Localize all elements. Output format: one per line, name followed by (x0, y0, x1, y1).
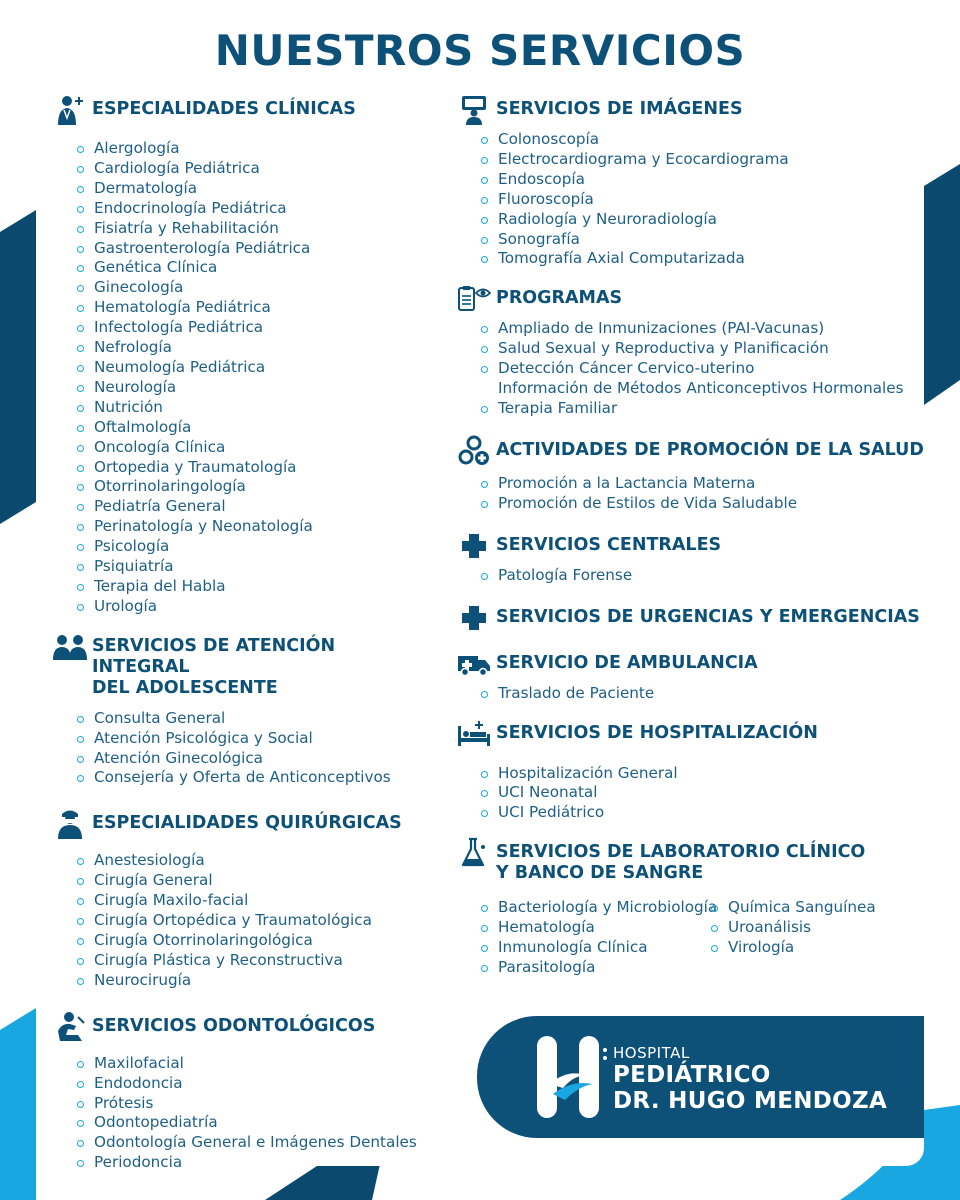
list-item-continuation: Información de Métodos Anticonceptivos Hormonales (498, 379, 904, 398)
list-item: Terapia del Habla (77, 577, 432, 597)
list-item: Uroanálisis (711, 918, 876, 938)
list-item: Consulta General (77, 709, 432, 729)
list-item: Nutrición (77, 398, 432, 418)
section-odontologicos (52, 1011, 432, 1173)
section-title: SERVICIOS DE URGENCIAS Y EMERGENCIAS (496, 606, 920, 627)
section-atencion-adolescente (52, 631, 432, 789)
health-promotion-icon (456, 435, 492, 467)
list-item: Cirugía Otorrinolaringológica (77, 931, 432, 951)
list-item: Prótesis (77, 1094, 432, 1114)
list-item: Bacteriología y Microbiología (481, 898, 711, 918)
list-item: Traslado de Paciente (481, 684, 926, 704)
list-item: Infectología Pediátrica (77, 318, 432, 338)
service-list (456, 399, 926, 419)
service-list (52, 709, 432, 789)
service-list (456, 898, 718, 978)
section-title: SERVICIOS DE HOSPITALIZACIÓN (496, 722, 818, 743)
clipboard-eye-icon (456, 283, 492, 315)
service-list (52, 851, 432, 990)
service-list (456, 764, 926, 824)
hospital-bed-icon (456, 718, 492, 750)
section-hospitalizacion (456, 718, 926, 824)
list-item: Gastroenterología Pediátrica (77, 239, 432, 259)
list-item: Genética Clínica (77, 258, 432, 278)
list-item: Ginecología (77, 278, 432, 298)
list-item: Promoción de Estilos de Vida Saludable (481, 494, 926, 514)
list-item: Consejería y Oferta de Anticonceptivos (77, 768, 432, 788)
list-item: Tomografía Axial Computarizada (481, 249, 926, 269)
medical-cross-icon (456, 530, 492, 562)
list-item: Nefrología (77, 338, 432, 358)
service-list (456, 684, 926, 704)
list-item: Sonografía (481, 230, 926, 250)
section-ambulancia (456, 648, 926, 704)
list-item: Endodoncia (77, 1074, 432, 1094)
section-urgencias (456, 602, 926, 634)
list-item: Urología (77, 597, 432, 617)
section-promocion-salud (456, 435, 926, 514)
list-item: Oftalmología (77, 418, 432, 438)
logo-line-1: PEDIÁTRICO (613, 1062, 771, 1088)
section-laboratorio (456, 837, 926, 978)
hospital-logo (477, 1016, 924, 1138)
people-icon (52, 631, 88, 663)
service-list (456, 566, 926, 586)
list-item: Cirugía Ortopédica y Traumatológica (77, 911, 432, 931)
list-item: Hematología Pediátrica (77, 298, 432, 318)
list-item: Alergología (77, 139, 432, 159)
section-title: ESPECIALIDADES CLÍNICAS (92, 99, 356, 119)
list-item: Otorrinolaringología (77, 477, 432, 497)
list-item: Maxilofacial (77, 1054, 432, 1074)
lab-lists (456, 892, 926, 978)
service-list (711, 898, 876, 978)
list-item: Fisiatría y Rehabilitación (77, 219, 432, 239)
section-programas (456, 283, 926, 419)
logo-line-2: DR. HUGO MENDOZA (613, 1088, 888, 1114)
section-imagenes (456, 94, 926, 269)
list-item: Oncología Clínica (77, 438, 432, 458)
list-item: Atención Ginecológica (77, 749, 432, 769)
list-item: Patología Forense (481, 566, 926, 586)
doctor-icon (52, 94, 88, 126)
list-item: Odontopediatría (77, 1113, 432, 1133)
list-item: Detección Cáncer Cervico-uterino (481, 359, 926, 379)
list-item: Pediatría General (77, 497, 432, 517)
section-servicios-centrales (456, 530, 926, 586)
section-title: PROGRAMAS (496, 288, 623, 309)
section-title: SERVICIOS DE LABORATORIO CLÍNICO Y BANCO DE SANGRE (496, 842, 866, 884)
list-item: Perinatología y Neonatología (77, 517, 432, 537)
list-item: UCI Neonatal (481, 783, 926, 803)
list-item: Hematología (481, 918, 711, 938)
list-item: Inmunología Clínica (481, 938, 711, 958)
ambulance-icon (456, 648, 492, 680)
flask-icon (456, 837, 492, 869)
page-title: NUESTROS SERVICIOS (214, 26, 746, 75)
service-list (456, 130, 926, 269)
surgeon-icon (52, 808, 88, 840)
section-especialidades-clinicas (52, 94, 432, 617)
list-item: Parasitología (481, 958, 711, 978)
list-item: Colonoscopía (481, 130, 926, 150)
list-item: Atención Psicológica y Social (77, 729, 432, 749)
list-item: Dermatología (77, 179, 432, 199)
list-item: Psicología (77, 537, 432, 557)
list-item: Endocrinología Pediátrica (77, 199, 432, 219)
medical-cross-icon (456, 602, 492, 634)
section-title: SERVICIOS DE ATENCIÓN INTEGRAL DEL ADOLESCENTE (92, 635, 336, 698)
section-especialidades-quirurgicas (52, 808, 432, 990)
list-item: Química Sanguínea (711, 898, 876, 918)
list-item: Endoscopía (481, 170, 926, 190)
list-item: Neurología (77, 378, 432, 398)
list-item: UCI Pediátrico (481, 803, 926, 823)
list-item: Fluoroscopía (481, 190, 926, 210)
section-title: SERVICIOS ODONTOLÓGICOS (92, 1015, 376, 1036)
section-title: ESPECIALIDADES QUIRÚRGICAS (92, 813, 402, 834)
section-title: SERVICIOS CENTRALES (496, 534, 722, 555)
section-title: SERVICIOS DE IMÁGENES (496, 99, 743, 119)
service-list (52, 139, 432, 617)
dentist-icon (52, 1011, 88, 1043)
list-item: Odontología General e Imágenes Dentales (77, 1133, 432, 1153)
service-list (456, 474, 926, 514)
list-item: Hospitalización General (481, 764, 926, 784)
service-list (52, 1054, 432, 1173)
list-item: Periodoncia (77, 1153, 432, 1173)
list-item: Virología (711, 938, 876, 958)
right-column (456, 94, 926, 978)
list-item: Cardiología Pediátrica (77, 159, 432, 179)
list-item: Electrocardiograma y Ecocardiograma (481, 150, 926, 170)
list-item: Cirugía General (77, 871, 432, 891)
list-item: Salud Sexual y Reproductiva y Planificación (481, 339, 926, 359)
list-item: Psiquiatría (77, 557, 432, 577)
hospital-h-logo-icon (535, 1034, 607, 1120)
section-title: SERVICIO DE AMBULANCIA (496, 652, 758, 673)
service-list (456, 319, 926, 379)
list-item: Cirugía Maxilo-facial (77, 891, 432, 911)
list-item: Cirugía Plástica y Reconstructiva (77, 951, 432, 971)
list-item: Ortopedia y Traumatología (77, 458, 432, 478)
section-title: ACTIVIDADES DE PROMOCIÓN DE LA SALUD (496, 439, 924, 460)
logo-hospital-label: HOSPITAL (613, 1044, 690, 1062)
list-item: Ampliado de Inmunizaciones (PAI-Vacunas) (481, 319, 926, 339)
list-item: Anestesiología (77, 851, 432, 871)
list-item: Terapia Familiar (481, 399, 926, 419)
list-item: Radiología y Neuroradiología (481, 210, 926, 230)
xray-icon (456, 94, 492, 126)
left-column (52, 94, 432, 1173)
list-item: Neurocirugía (77, 971, 432, 991)
list-item: Promoción a la Lactancia Materna (481, 474, 926, 494)
list-item: Neumología Pediátrica (77, 358, 432, 378)
